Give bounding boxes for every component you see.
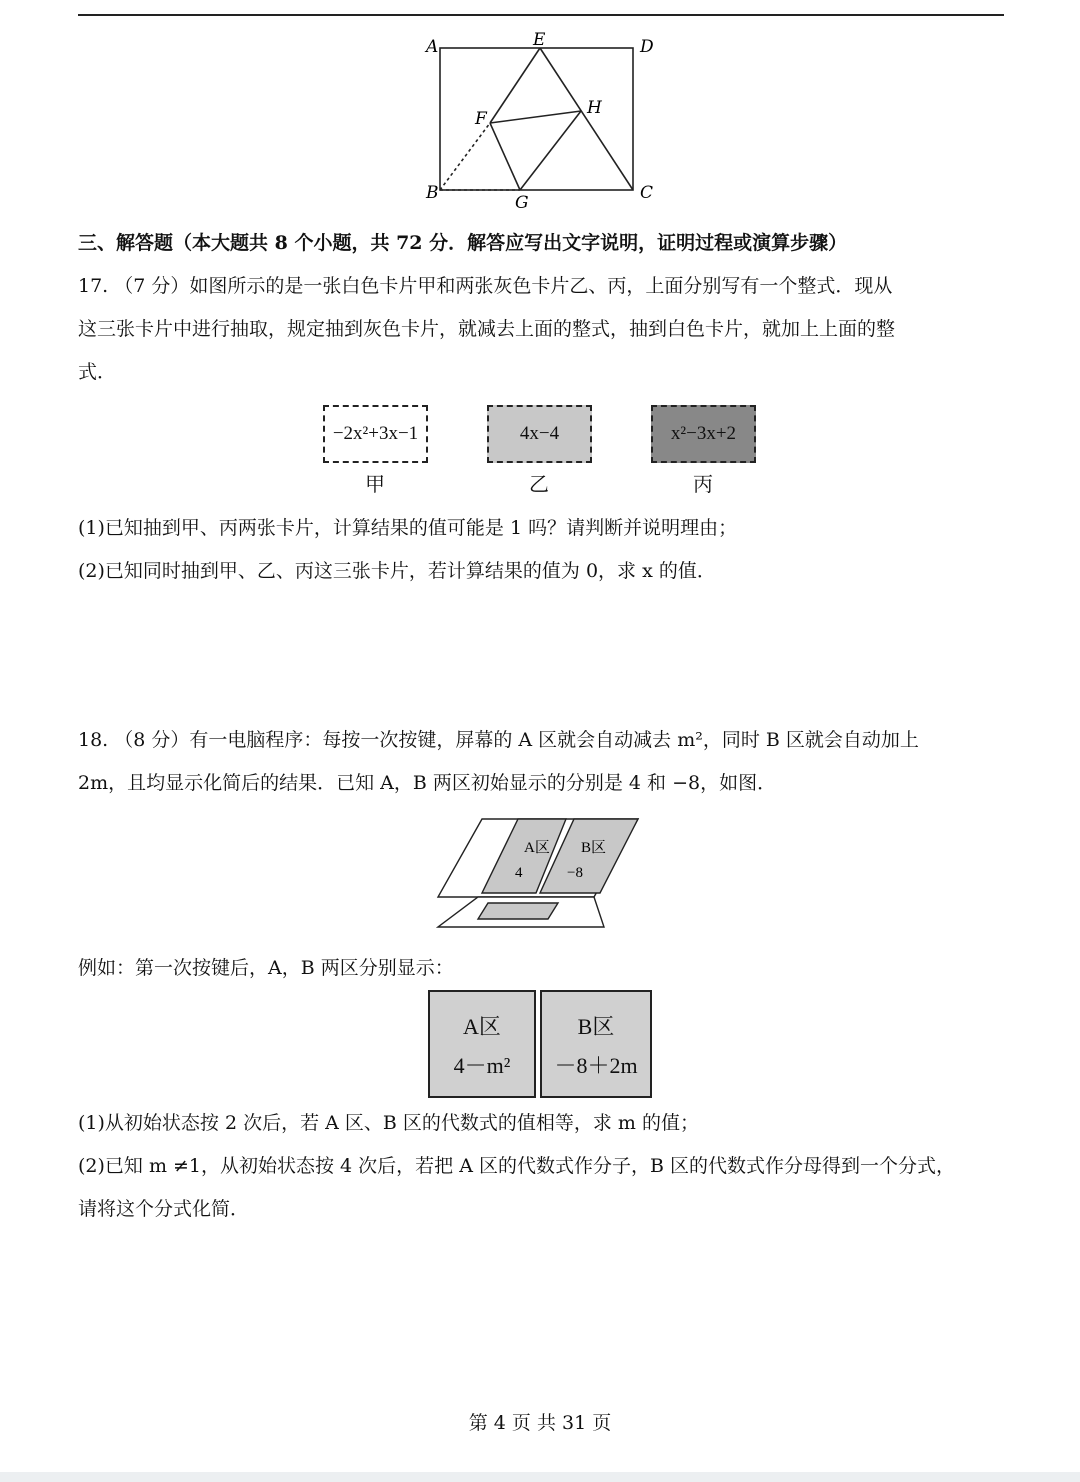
label-f: F bbox=[475, 109, 487, 129]
geometry-figure bbox=[420, 28, 670, 214]
q18-line1: 18. （8 分）有一电脑程序：每按一次按键，屏幕的 A 区就会自动减去 m²，同时 B 区就会自动加上 bbox=[78, 729, 919, 751]
card-yi-expr: 4x−4 bbox=[519, 423, 560, 444]
top-rule bbox=[78, 14, 1004, 16]
q18-part2b: 请将这个分式化简． bbox=[78, 1198, 250, 1220]
laptop-b-value: −8 bbox=[567, 865, 583, 881]
zone-b-title: B区 bbox=[577, 1014, 615, 1039]
label-a: A bbox=[426, 37, 439, 57]
label-c: C bbox=[640, 183, 654, 203]
card-jia-label: 甲 bbox=[365, 472, 385, 496]
card-bing-expr: x²−3x+2 bbox=[670, 423, 737, 444]
bottom-bar bbox=[0, 1472, 1080, 1482]
zone-b bbox=[540, 990, 652, 1098]
q18-line2: 2m，且均显示化简后的结果．已知 A，B 两区初始显示的分别是 4 和 −8，如图． bbox=[78, 772, 777, 794]
label-g: G bbox=[515, 193, 529, 213]
q18-part1: (1)从初始状态按 2 次后，若 A 区、B 区的代数式的值相等，求 m 的值； bbox=[78, 1112, 699, 1134]
zone-b-value: －8＋2m bbox=[554, 1053, 638, 1078]
laptop-b-title: B区 bbox=[581, 840, 607, 856]
laptop-a-value: 4 bbox=[515, 865, 523, 881]
q18-example: 例如：第一次按键后，A，B 两区分别显示： bbox=[78, 957, 454, 979]
laptop-figure bbox=[436, 815, 646, 931]
q18-part2a: (2)已知 m ≠1，从初始状态按 4 次后，若把 A 区的代数式作分子，B 区的代数式作分母得到一个分式， bbox=[78, 1155, 955, 1177]
segment-fg bbox=[490, 123, 520, 190]
segment-fh bbox=[490, 111, 581, 123]
card-jia bbox=[323, 405, 428, 463]
section-heading: 三、解答题（本大题共 8 个小题，共 72 分．解答应写出文字说明，证明过程或演算步骤） bbox=[78, 232, 848, 254]
q17-line1: 17. （7 分）如图所示的是一张白色卡片甲和两张灰色卡片乙、丙，上面分别写有一个整式．现从 bbox=[78, 275, 893, 297]
segment-bf-dashed bbox=[440, 123, 490, 190]
card-bing-label: 丙 bbox=[693, 472, 713, 496]
q17-part1: (1)已知抽到甲、丙两张卡片，计算结果的值可能是 1 吗？请判断并说明理由； bbox=[78, 517, 738, 539]
q17-line3: 式． bbox=[78, 361, 117, 383]
card-yi bbox=[487, 405, 592, 463]
q17-line2: 这三张卡片中进行抽取，规定抽到灰色卡片，就减去上面的整式，抽到白色卡片，就加上上面的整 bbox=[78, 318, 896, 340]
segment-hg bbox=[520, 111, 581, 190]
zone-a bbox=[428, 990, 536, 1098]
card-yi-label: 乙 bbox=[529, 472, 549, 496]
page-footer: 第 4 页 共 31 页 bbox=[468, 1412, 612, 1434]
label-b: B bbox=[426, 183, 439, 203]
card-bing bbox=[651, 405, 756, 463]
laptop-a-title: A区 bbox=[524, 840, 550, 856]
label-h: H bbox=[587, 98, 602, 118]
label-d: D bbox=[640, 37, 654, 57]
keyboard-pad bbox=[478, 903, 558, 919]
label-e: E bbox=[533, 30, 546, 50]
q17-part2: (2)已知同时抽到甲、乙、丙这三张卡片，若计算结果的值为 0，求 x 的值． bbox=[78, 560, 716, 582]
segment-ef bbox=[490, 48, 540, 123]
zone-a-title: A区 bbox=[463, 1014, 501, 1039]
zone-a-value: 4－m² bbox=[453, 1053, 511, 1078]
card-jia-expr: −2x²+3x−1 bbox=[332, 423, 419, 444]
segment-ec bbox=[540, 48, 633, 190]
